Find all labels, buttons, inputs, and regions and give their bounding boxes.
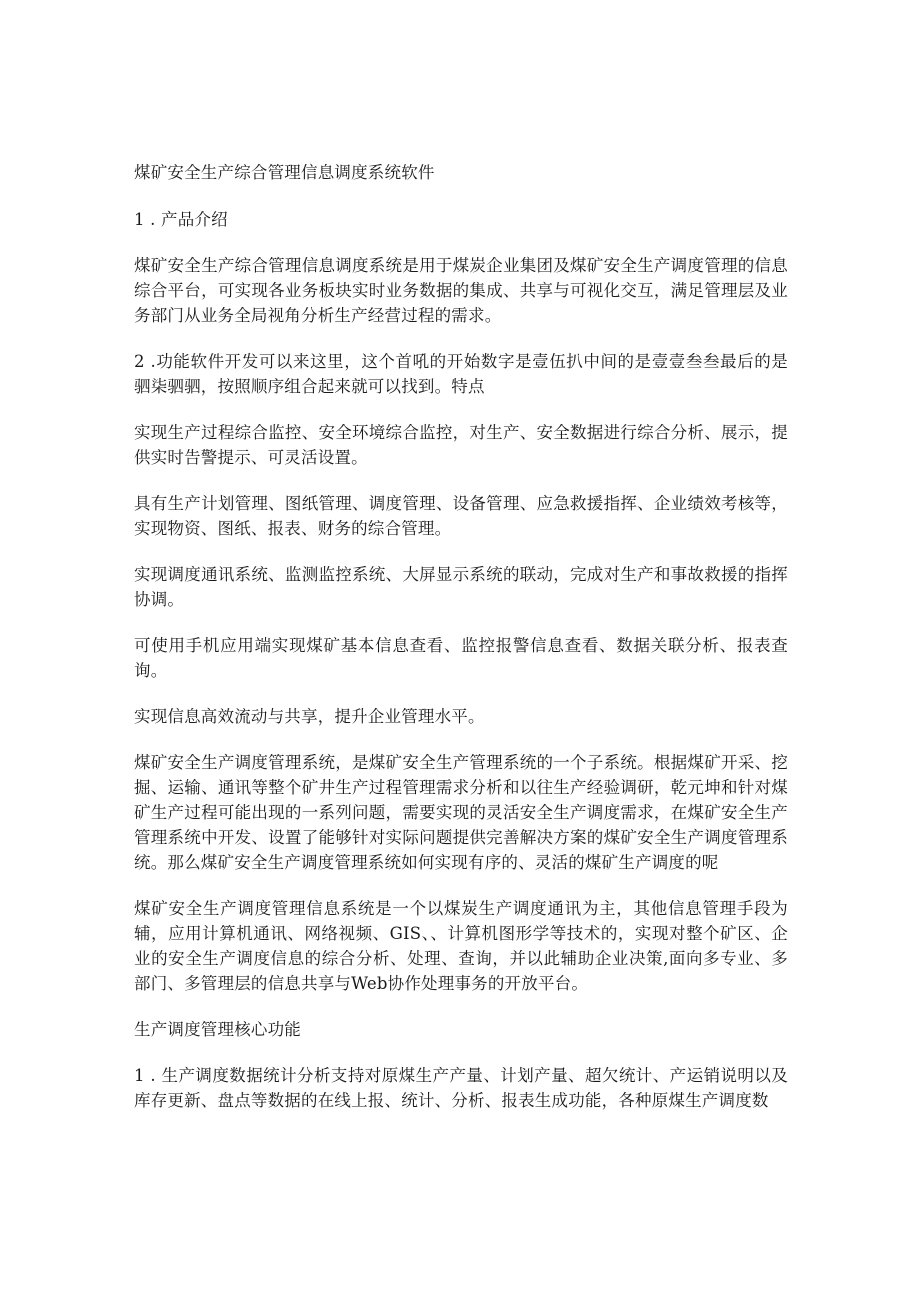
paragraph-feature-sharing: 实现信息高效流动与共享，提升企业管理水平。 (134, 707, 485, 726)
paragraph-dispatch-info-system: 煤矿安全生产调度管理信息系统是一个以煤炭生产调度通讯为主，其他信息管理手段为辅，应用计算机通讯、网络视频、GIS、、计算机图形学等技术的，实现对整个矿区、企业的安全生产调度信息的综合分析、处理、查询，并以此辅助企业决策,面向多专业、多部门、多管理层的信息共享与Web协作处理事务的开放平台。 (134, 899, 788, 993)
paragraph-feature-monitoring: 实现生产过程综合监控、安全环境综合监控，对生产、安全数据进行综合分析、展示，提供实时告警提示、可灵活设置。 (134, 423, 788, 467)
paragraph-feature-mobile: 可使用手机应用端实现煤矿基本信息查看、监控报警信息查看、数据关联分析、报表查询。 (134, 636, 788, 680)
document-title: 煤矿安全生产综合管理信息调度系统软件 (134, 163, 435, 182)
paragraph-feature-management: 具有生产计划管理、图纸管理、调度管理、设备管理、应急救援指挥、企业绩效考核等，实现物资、图纸、报表、财务的综合管理。 (134, 494, 788, 538)
paragraph-features-heading: 2 .功能软件开发可以来这里，这个首吼的开始数字是壹伍扒中间的是壹壹叁叁最后的是驷柒驷驷，按照顺序组合起来就可以找到。特点 (134, 352, 788, 396)
section-heading-core-functions: 生产调度管理核心功能 (134, 1020, 301, 1039)
section-heading-product-intro: 1 . 产品介绍 (134, 210, 228, 229)
document-body (134, 160, 788, 1134)
paragraph-product-intro: 煤矿安全生产综合管理信息调度系统是用于煤炭企业集团及煤矿安全生产调度管理的信息综合平台，可实现各业务板块实时业务数据的集成、共享与可视化交互，满足管理层及业务部门从业务全局视角分析生产经营过程的需求。 (134, 256, 788, 325)
paragraph-feature-linkage: 实现调度通讯系统、监测监控系统、大屏显示系统的联动，完成对生产和事故救援的指挥协调。 (134, 565, 788, 609)
paragraph-statistics-analysis: 1 . 生产调度数据统计分析支持对原煤生产产量、计划产量、超欠统计、产运销说明以及库存更新、盘点等数据的在线上报、统计、分析、报表生成功能，各种原煤生产调度数 (134, 1066, 788, 1110)
paragraph-dispatch-system: 煤矿安全生产调度管理系统，是煤矿安全生产管理系统的一个子系统。根据煤矿开采、挖掘、运输、通讯等整个矿井生产过程管理需求分析和以往生产经验调研，乾元坤和针对煤矿生产过程可能出现的一系列问题，需要实现的灵活安全生产调度需求，在煤矿安全生产管理系统中开发、设置了能够针对实际问题提供完善解决方案的煤矿安全生产调度管理系统。那么煤矿安全生产调度管理系统如何实现有序的、灵活的煤矿生产调度的呢 (134, 753, 788, 872)
